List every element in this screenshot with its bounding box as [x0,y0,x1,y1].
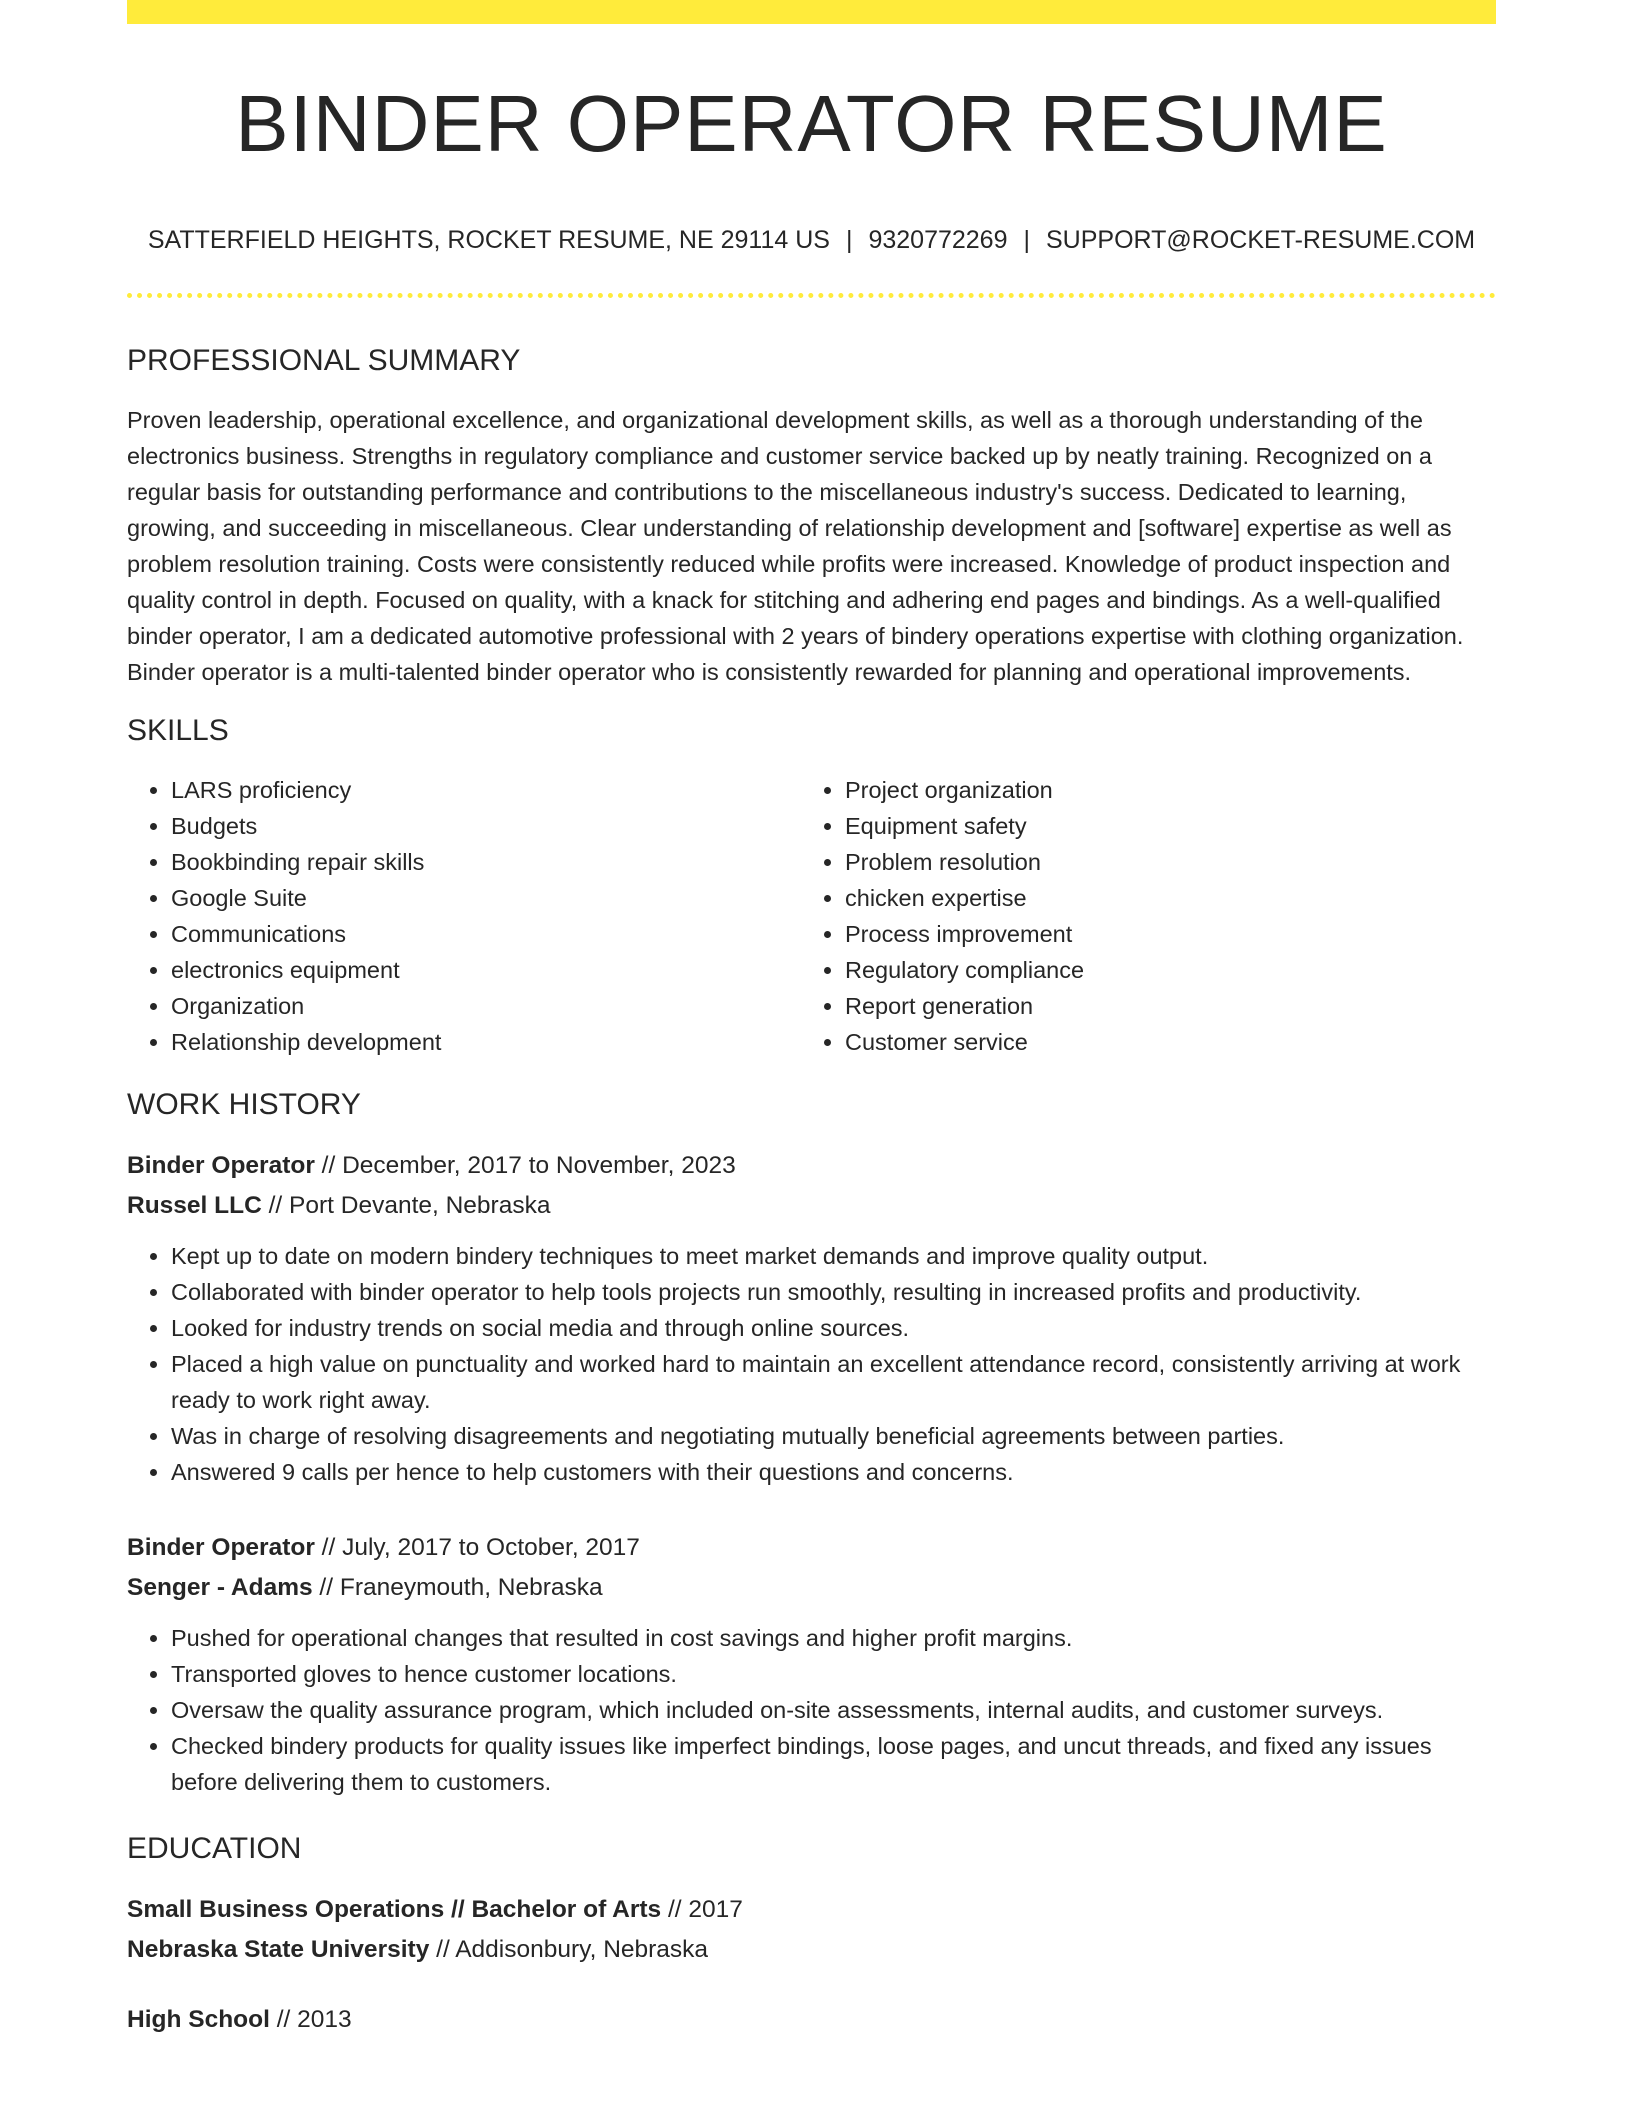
job-title-line [127,1528,1496,1568]
duty-item: • Oversaw the quality assurance program, which included on-site assessments, internal audits, and customer surveys. [171,1692,1496,1728]
job-location: // Port Devante, Nebraska [261,1192,551,1219]
job-location: // Franeymouth, Nebraska [312,1574,603,1601]
skill-item: • Process improvement [845,916,1475,952]
skill-item: • Project organization [845,772,1475,808]
skill-item: • Relationship development [171,1024,801,1060]
job-company: Senger - Adams [127,1574,313,1601]
skill-item: • Google Suite [171,880,801,916]
contact-separator: | [845,226,853,254]
job-dates: // July, 2017 to October, 2017 [314,1534,640,1561]
contact-phone: 9320772269 [868,226,1008,254]
education-school: Nebraska State University [127,1936,430,1963]
skill-item: • Budgets [171,808,801,844]
skill-item: • electronics equipment [171,952,801,988]
skill-item: • chicken expertise [845,880,1475,916]
job-title-line [127,1146,1496,1186]
skill-item: • Customer service [845,1024,1475,1060]
skills-list [127,772,1496,1060]
education-degree: High School [127,2006,270,2033]
job-company-line [127,1568,1496,1608]
education-degree: Small Business Operations // Bachelor of Arts [127,1896,662,1923]
skill-item: • Communications [171,916,801,952]
contact-address: SATTERFIELD HEIGHTS, ROCKET RESUME, NE 29114 US [147,226,830,254]
skill-item: • Equipment safety [845,808,1475,844]
summary-text: Proven leadership, operational excellence, and organizational development skills, as well as a thorough understanding of the electronics business. Strengths in regulatory compliance and customer service backed up by neatly training. Recognized on a regular basis for outstanding performance and contributions to the miscellaneous industry's success. Dedicated to learning, growing, and succeeding in miscellaneous. Clear understanding of relationship development and [software] expertise as well as problem resolution training. Costs were consistently reduced while profits were increased. Knowledge of product inspection and quality control in depth. Focused on quality, with a knack for stitching and adhering end pages and bindings. As a well-qualified binder operator, I am a dedicated automotive professional with 2 years of bindery operations expertise with clothing organization. Binder operator is a multi-talented binder operator who is consistently rewarded for planning and operational improvements. [127,407,1464,685]
accent-top-bar [127,0,1496,24]
education-year: // 2017 [661,1896,743,1923]
education-entry [127,2000,1496,2040]
job-company-line [127,1186,1496,1226]
job-entry [127,1528,1496,1800]
summary-heading: PROFESSIONAL SUMMARY [127,344,521,377]
dotted-divider [127,293,1496,298]
skills-column-left [127,772,801,1060]
duty-item: • Looked for industry trends on social media and through online sources. [171,1310,1496,1346]
duty-item: • Answered 9 calls per hence to help customers with their questions and concerns. [171,1454,1496,1490]
skill-item: • Bookbinding repair skills [171,844,801,880]
education-degree-line [127,1890,1496,1930]
job-duties [127,1238,1496,1490]
duty-item: • Transported gloves to hence customer locations. [171,1656,1496,1692]
skills-heading: SKILLS [127,714,229,747]
work-history-heading: WORK HISTORY [127,1088,361,1121]
job-dates: // December, 2017 to November, 2023 [314,1152,736,1179]
job-entry [127,1146,1496,1490]
skill-item: • Report generation [845,988,1475,1024]
duty-item: • Placed a high value on punctuality and worked hard to maintain an excellent attendance record, consistently arriving at work ready to work right away. [171,1346,1496,1418]
job-duties [127,1620,1496,1800]
education-degree-line [127,2000,1496,2040]
skill-item: • LARS proficiency [171,772,801,808]
resume-title: BINDER OPERATOR RESUME [235,79,1388,168]
skill-item: • Regulatory compliance [845,952,1475,988]
skill-item: • Problem resolution [845,844,1475,880]
duty-item: • Kept up to date on modern bindery techniques to meet market demands and improve quality output. [171,1238,1496,1274]
job-company: Russel LLC [127,1192,262,1219]
duty-item: • Checked bindery products for quality issues like imperfect bindings, loose pages, and uncut threads, and fixed any issues before delivering them to customers. [171,1728,1496,1800]
job-title: Binder Operator [127,1152,315,1179]
education-entry [127,1890,1496,1970]
skill-item: • Organization [171,988,801,1024]
contact-separator: | [1023,226,1030,254]
duty-item: • Collaborated with binder operator to help tools projects run smoothly, resulting in increased profits and productivity. [171,1274,1496,1310]
education-school-line [127,1930,1496,1970]
education-year: // 2013 [269,2006,352,2033]
job-title: Binder Operator [127,1534,315,1561]
skills-column-right [801,772,1475,1060]
education-location: // Addisonbury, Nebraska [429,1936,709,1963]
duty-item: • Was in charge of resolving disagreements and negotiating mutually beneficial agreements between parties. [171,1418,1496,1454]
contact-info [127,228,1496,253]
duty-item: • Pushed for operational changes that resulted in cost savings and higher profit margins. [171,1620,1496,1656]
resume-page [127,0,1496,2040]
contact-email: SUPPORT@ROCKET-RESUME.COM [1046,226,1476,254]
education-heading: EDUCATION [127,1832,302,1865]
